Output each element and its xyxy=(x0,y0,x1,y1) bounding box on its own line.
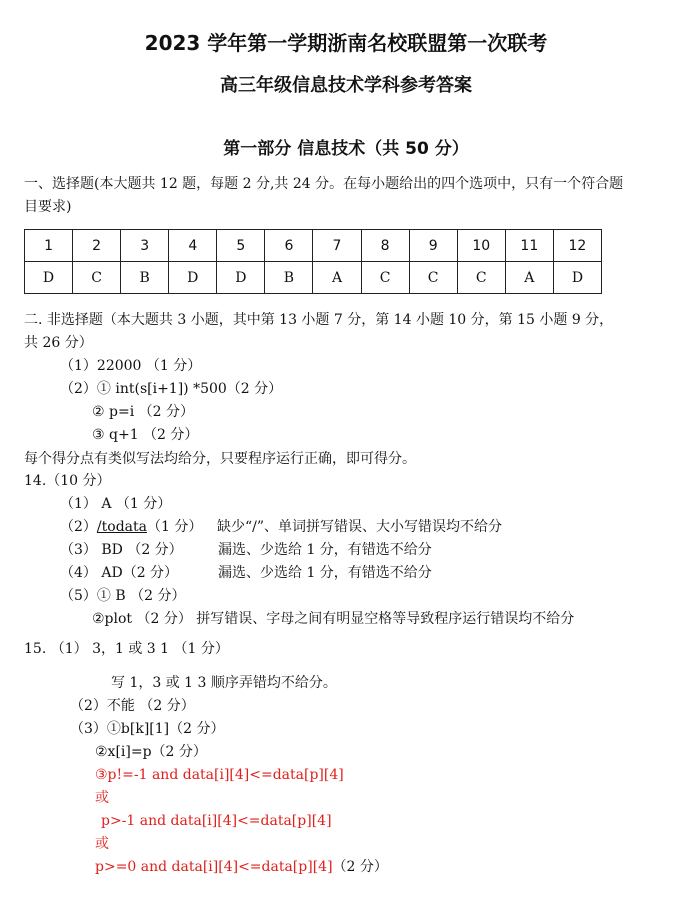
q13-answer-1: （1）22000 （1 分） xyxy=(60,358,202,374)
section2-intro-line1: 二. 非选择题（本大题共 3 小题，其中第 13 小题 7 分，第 14 小题 10 分，第 15 小题 9 分， xyxy=(24,312,614,328)
q15-alternative-2-score: （2 分） xyxy=(332,859,388,875)
answer-cell: D xyxy=(25,262,73,294)
question-number-cell: 3 xyxy=(121,230,169,262)
answer-cell: B xyxy=(121,262,169,294)
question-number-cell: 1 xyxy=(25,230,73,262)
q13-answer-2-3: ③ q+1 （2 分） xyxy=(92,427,199,443)
q14-answer-4: （4） AD（2 分） xyxy=(60,565,179,581)
q14-answer-2 xyxy=(60,518,202,536)
q13-scoring-note: 每个得分点有类似写法均给分，只要程序运行正确，即可得分。 xyxy=(24,451,416,467)
q14-answer-5-2: ②plot （2 分） 拼写错误、字母之间有明显空格等导致程序运行错误均不给分 xyxy=(92,611,575,627)
q15-answer-1-note: 写 1，3 或 1 3 顺序弄错均不给分。 xyxy=(111,675,337,691)
q15-or-1: 或 xyxy=(95,790,109,806)
q14-answer-2-path: /todata xyxy=(96,519,147,535)
answer-cell: C xyxy=(409,262,457,294)
q15-answer-3-1: （3）①b[k][1]（2 分） xyxy=(70,721,225,737)
question-number-cell: 9 xyxy=(409,230,457,262)
section1-intro-line2: 目要求) xyxy=(24,199,72,215)
answer-table-numbers-row xyxy=(25,230,602,262)
document-title: 2023 学年第一学期浙南名校联盟第一次联考 xyxy=(144,31,548,55)
answer-cell: C xyxy=(73,262,121,294)
q15-answer-1: 15. （1） 3，1 或 3 1 （1 分） xyxy=(24,641,229,657)
q15-alternative-2-line xyxy=(95,858,388,876)
q14-answer-5-1: （5）① B （2 分） xyxy=(60,588,186,604)
q14-answer-2-note: 缺少“/”、单词拼写错误、大小写错误均不给分 xyxy=(217,519,503,535)
q14-heading: 14.（10 分） xyxy=(24,473,111,489)
question-number-cell: 12 xyxy=(553,230,601,262)
part-title: 第一部分 信息技术（共 50 分） xyxy=(223,139,469,159)
q15-answer-2: （2）不能 （2 分） xyxy=(70,698,195,714)
q14-answer-1: （1） A （1 分） xyxy=(60,496,172,512)
q14-answer-3: （3） BD （2 分） xyxy=(60,542,183,558)
q15-alternative-2: p>=0 and data[i][4]<=data[p][4] xyxy=(95,859,333,875)
section2-intro-line2: 共 26 分） xyxy=(24,335,93,351)
q14-answer-2-prefix: （2） xyxy=(60,519,97,535)
answer-cell: C xyxy=(457,262,505,294)
answer-cell: B xyxy=(265,262,313,294)
answer-cell: C xyxy=(361,262,409,294)
answer-cell: A xyxy=(505,262,553,294)
q15-answer-3-3: ③p!=-1 and data[i][4]<=data[p][4] xyxy=(95,767,344,783)
q14-answer-4-note: 漏选、少选给 1 分，有错选不给分 xyxy=(218,565,432,581)
answer-cell: D xyxy=(553,262,601,294)
q15-alternative-1: p>-1 and data[i][4]<=data[p][4] xyxy=(101,813,332,829)
question-number-cell: 10 xyxy=(457,230,505,262)
answer-table xyxy=(24,229,602,294)
section1-intro-line1: 一、选择题(本大题共 12 题，每题 2 分,共 24 分。在每小题给出的四个选项中，只有一个符合题 xyxy=(24,176,624,192)
document-subtitle: 高三年级信息技术学科参考答案 xyxy=(220,75,472,96)
q15-or-2: 或 xyxy=(95,836,109,852)
question-number-cell: 11 xyxy=(505,230,553,262)
question-number-cell: 8 xyxy=(361,230,409,262)
answer-cell: D xyxy=(217,262,265,294)
question-number-cell: 5 xyxy=(217,230,265,262)
answer-cell: D xyxy=(169,262,217,294)
q15-answer-3-2: ②x[i]=p（2 分） xyxy=(95,744,207,760)
q14-answer-2-score: （1 分） xyxy=(146,519,203,535)
q13-answer-2-2: ② p=i （2 分） xyxy=(92,404,194,420)
question-number-cell: 6 xyxy=(265,230,313,262)
answer-cell: A xyxy=(313,262,361,294)
q14-answer-3-note: 漏选、少选给 1 分，有错选不给分 xyxy=(218,542,432,558)
question-number-cell: 2 xyxy=(73,230,121,262)
question-number-cell: 4 xyxy=(169,230,217,262)
question-number-cell: 7 xyxy=(313,230,361,262)
answer-table-answers-row xyxy=(25,262,602,294)
q13-answer-2-1: （2）① int(s[i+1]) *500（2 分） xyxy=(60,381,283,397)
